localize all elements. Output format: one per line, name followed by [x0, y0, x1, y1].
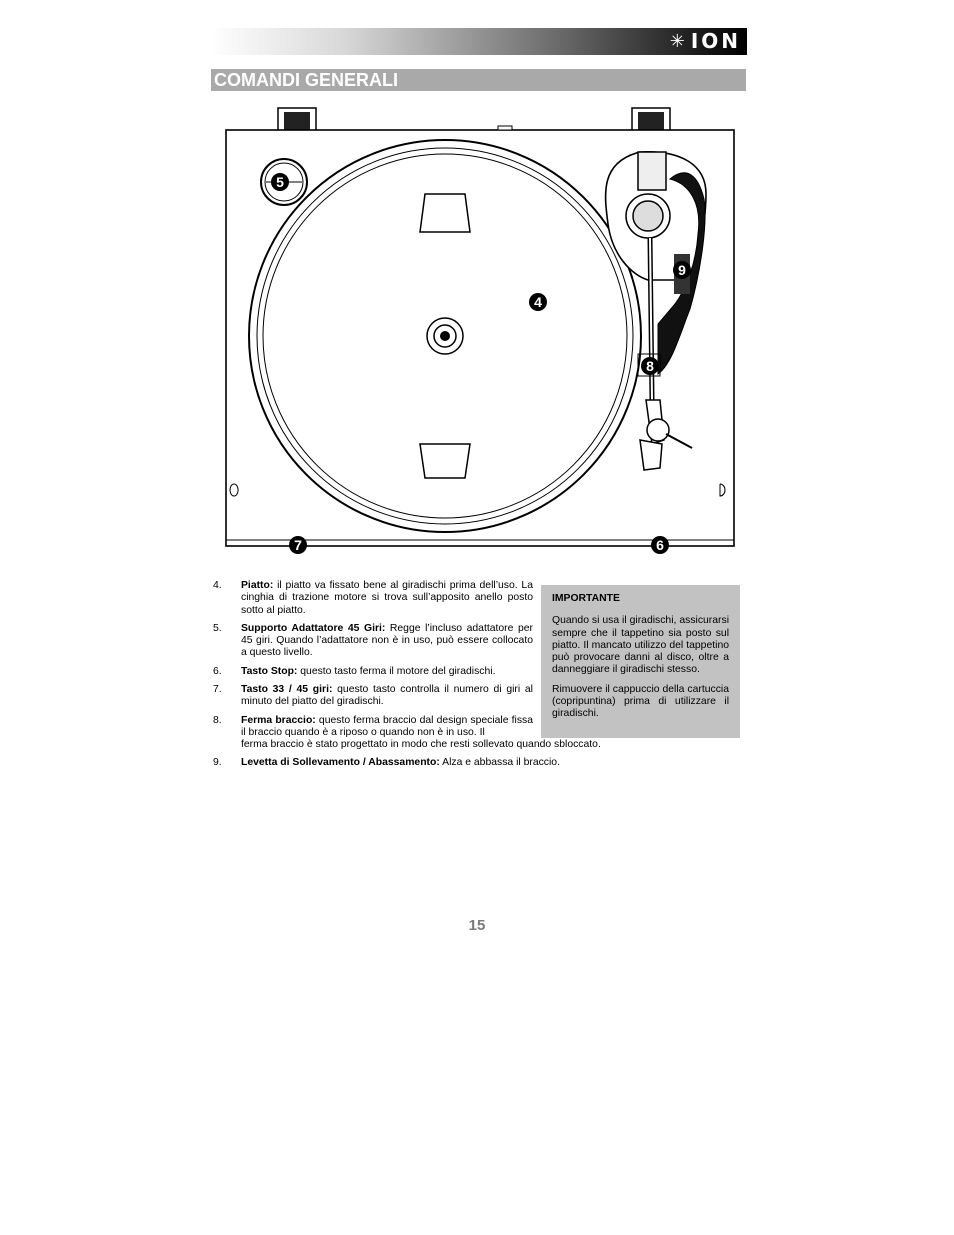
callout-6: [651, 536, 669, 554]
item-title: Tasto Stop:: [241, 665, 298, 677]
list-item-stop: [213, 666, 533, 678]
callout-5: [271, 173, 289, 191]
item-text: Alza e abbassa il braccio.: [439, 757, 560, 768]
item-text: questo tasto ferma il motore del giradischi.: [297, 665, 496, 677]
item-number: 6.: [213, 665, 222, 677]
important-note-box: [541, 585, 740, 738]
item-title: Levetta di Sollevamento / Abassamento:: [241, 757, 440, 768]
callout-8: [641, 357, 659, 375]
brand-name: ION: [690, 29, 741, 53]
svg-text:7: 7: [294, 537, 302, 553]
list-item-supporto: [213, 623, 533, 660]
platter: [249, 140, 641, 532]
item-title: Piatto:: [241, 580, 274, 591]
callout-9: [673, 261, 691, 279]
svg-text:9: 9: [678, 262, 686, 278]
ion-star-icon: ✳: [669, 31, 688, 52]
svg-text:4: 4: [534, 294, 542, 310]
list-item-giri: [213, 684, 533, 709]
item-title: Tasto 33 / 45 giri:: [241, 684, 333, 696]
callout-4: [529, 293, 547, 311]
item-title: Ferma braccio:: [241, 714, 316, 726]
list-item-levetta: [213, 757, 560, 768]
svg-text:5: 5: [276, 174, 284, 190]
page-number: 15: [468, 917, 486, 934]
svg-text:8: 8: [646, 358, 654, 374]
turntable-diagram: [220, 104, 740, 554]
list-item-piatto: [213, 580, 533, 617]
callout-7: [289, 536, 307, 554]
item-number: 8.: [213, 714, 222, 726]
item-text-continuation: ferma braccio è stato progettato in modo che resti sollevato quando sbloccato.: [241, 739, 601, 750]
item-text: il piatto va fissato bene al giradischi prima dell’uso. La cinghia di trazione motore si trova sull’apposito anello posto sotto al piatto.: [241, 580, 533, 616]
item-number: 7.: [213, 684, 222, 696]
ion-logo: [670, 30, 741, 53]
controls-list: [213, 580, 533, 745]
note-paragraph: Rimuovere il cappuccio della cartuccia (copripuntina) prima di utilizzare il giradischi.: [552, 683, 729, 720]
section-title: COMANDI GENERALI: [211, 69, 746, 91]
item-number: 4.: [213, 580, 222, 591]
svg-text:6: 6: [656, 537, 664, 553]
hinge-left: [278, 108, 316, 132]
item-text: questo tasto controlla il numero di giri al minuto del piatto del giradischi.: [241, 684, 533, 708]
note-paragraph: Quando si usa il giradischi, assicurarsi sempre che il tappetino sia posto sul piatto. Il mancato utilizzo del tappetino può provocare danni al disco, oltre a danneggiare il giradischi stesso.: [552, 615, 729, 676]
item-number: 5.: [213, 622, 222, 634]
header-bar: [210, 28, 747, 55]
hinge-right: [632, 108, 670, 132]
item-text: Regge l’incluso adattatore per 45 giri. Quando l’adattatore non è in uso, può essere collocato a questo livello.: [241, 622, 533, 659]
note-title: IMPORTANTE: [552, 593, 620, 604]
item-title: Supporto Adattatore 45 Giri:: [241, 622, 386, 634]
list-item-ferma-braccio: [213, 715, 533, 740]
item-number: 9.: [213, 757, 222, 768]
item-text: questo ferma braccio dal design speciale fissa il braccio quando è a riposo o quando non è in uso. Il: [241, 714, 534, 738]
